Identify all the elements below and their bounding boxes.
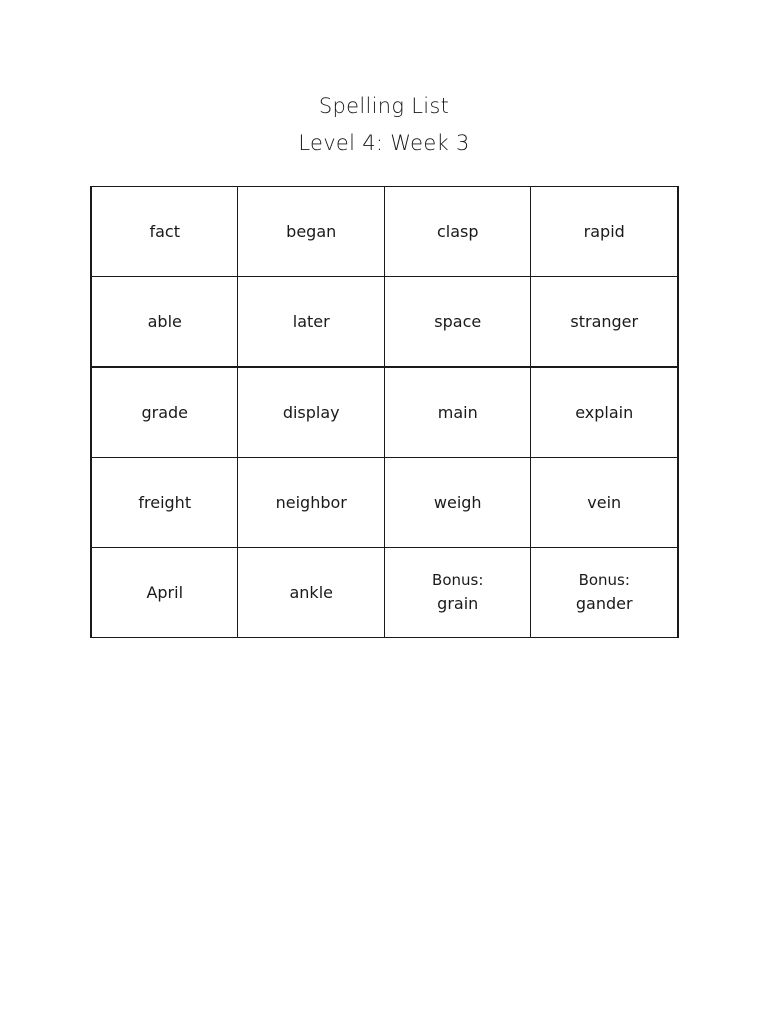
- word-cell: later: [238, 277, 385, 368]
- word-cell: main: [384, 367, 531, 458]
- word-cell: ankle: [238, 548, 385, 638]
- word-cell: freight: [91, 458, 238, 548]
- word-cell: weigh: [384, 458, 531, 548]
- bonus-word-cell: [531, 548, 678, 638]
- bonus-label: Bonus:: [578, 570, 630, 589]
- word-cell: began: [238, 187, 385, 277]
- bonus-word: grain: [437, 593, 479, 613]
- word-cell: able: [91, 277, 238, 368]
- bonus-label: Bonus:: [432, 570, 484, 589]
- table-row: [91, 187, 678, 277]
- word-cell: fact: [91, 187, 238, 277]
- word-cell: clasp: [384, 187, 531, 277]
- page-title: Spelling List: [318, 94, 450, 118]
- table-row: [91, 548, 678, 638]
- word-cell: space: [384, 277, 531, 368]
- word-cell: display: [238, 367, 385, 458]
- word-cell: April: [91, 548, 238, 638]
- word-cell: vein: [531, 458, 678, 548]
- table-row: [91, 458, 678, 548]
- word-cell: rapid: [531, 187, 678, 277]
- spelling-word-grid: [90, 186, 679, 638]
- bonus-word-cell: [384, 548, 531, 638]
- word-cell: grade: [91, 367, 238, 458]
- word-cell: neighbor: [238, 458, 385, 548]
- page-subtitle: Level 4: Week 3: [298, 131, 470, 155]
- word-cell: explain: [531, 367, 678, 458]
- word-cell: stranger: [531, 277, 678, 368]
- bonus-word: gander: [575, 593, 633, 613]
- table-row: [91, 277, 678, 368]
- table-row: [91, 367, 678, 458]
